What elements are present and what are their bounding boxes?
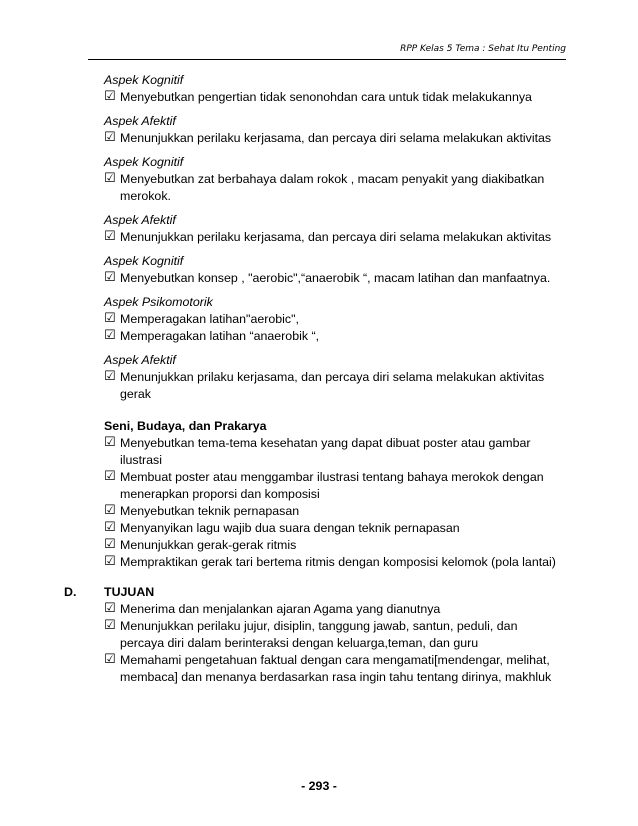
checklist-item	[104, 618, 564, 652]
checkbox-checked-icon: ☑	[104, 229, 116, 244]
checkbox-checked-icon: ☑	[104, 652, 116, 667]
item-text: Menerima dan menjalankan ajaran Agama yang dianutnya	[120, 602, 441, 616]
section-title-seni: Seni, Budaya, dan Prakarya	[104, 419, 267, 433]
checklist-item	[104, 520, 564, 537]
checklist-item	[104, 503, 564, 520]
item-text: Membuat poster atau menggambar ilustrasi tentang bahaya merokok dengan menerapkan proporsi dan komposisi	[120, 470, 544, 501]
checklist-item	[104, 469, 564, 503]
checkbox-checked-icon: ☑	[104, 130, 116, 145]
item-text: Menyebutkan konsep , "aerobic",“anaerobik “, macam latihan dan manfaatnya.	[120, 271, 551, 285]
checklist-item	[104, 130, 564, 147]
aspect-list	[104, 72, 564, 403]
seni-item-list	[104, 435, 564, 571]
checklist-item	[104, 554, 564, 571]
aspect-label: Aspek Afektif	[104, 353, 176, 367]
checkbox-checked-icon: ☑	[104, 469, 116, 484]
checklist-item	[104, 328, 564, 345]
checklist-item	[104, 369, 564, 403]
checklist-item	[104, 435, 564, 469]
item-text: Menunjukkan prilaku kerjasama, dan percaya diri selama melakukan aktivitas gerak	[120, 370, 545, 401]
checkbox-checked-icon: ☑	[104, 554, 116, 569]
checklist-item	[104, 311, 564, 328]
checklist-item	[104, 601, 564, 618]
aspect-label: Aspek Afektif	[104, 114, 176, 128]
header-rule	[88, 59, 566, 60]
item-text: Menyebutkan teknik pernapasan	[120, 504, 300, 518]
checklist-item	[104, 270, 564, 287]
checkbox-checked-icon: ☑	[104, 520, 116, 535]
aspect-label: Aspek Afektif	[104, 213, 176, 227]
checkbox-checked-icon: ☑	[104, 89, 116, 104]
aspect-label: Aspek Kognitif	[104, 73, 184, 87]
aspect-label: Aspek Kognitif	[104, 254, 184, 268]
checkbox-checked-icon: ☑	[104, 270, 116, 285]
page-content	[64, 72, 564, 686]
checklist-item	[104, 171, 564, 205]
aspect-label: Aspek Psikomotorik	[104, 295, 213, 309]
tujuan-item-list	[104, 601, 564, 686]
item-text: Memperagakan latihan"aerobic",	[120, 312, 299, 326]
checklist-item	[104, 89, 564, 106]
checkbox-checked-icon: ☑	[104, 435, 116, 450]
item-text: Mempraktikan gerak tari bertema ritmis dengan komposisi kelomok (pola lantai)	[120, 555, 556, 569]
item-text: Menyebutkan pengertian tidak senonohdan cara untuk tidak melakukannya	[120, 90, 532, 104]
item-text: Menunjukkan perilaku kerjasama, dan percaya diri selama melakukan aktivitas	[120, 230, 552, 244]
checkbox-checked-icon: ☑	[104, 328, 116, 343]
section-tujuan	[64, 584, 564, 601]
item-text: Menunjukkan perilaku kerjasama, dan percaya diri selama melakukan aktivitas	[120, 131, 552, 145]
checklist-item	[104, 652, 564, 686]
page-header: RPP Kelas 5 Tema : Sehat Itu Penting	[400, 44, 566, 54]
item-text: Memperagakan latihan “anaerobik “,	[120, 329, 320, 343]
aspect-label: Aspek Kognitif	[104, 155, 184, 169]
checkbox-checked-icon: ☑	[104, 311, 116, 326]
checkbox-checked-icon: ☑	[104, 537, 116, 552]
checkbox-checked-icon: ☑	[104, 618, 116, 633]
section-title-tujuan: TUJUAN	[104, 585, 155, 599]
checkbox-checked-icon: ☑	[104, 601, 116, 616]
item-text: Menyanyikan lagu wajib dua suara dengan teknik pernapasan	[120, 521, 460, 535]
section-letter: D.	[64, 585, 77, 599]
item-text: Menyebutkan zat berbahaya dalam rokok , macam penyakit yang diakibatkan merokok.	[120, 172, 545, 203]
page-number: - 293 -	[301, 779, 337, 793]
item-text: Menunjukkan gerak-gerak ritmis	[120, 538, 297, 552]
item-text: Menyebutkan tema-tema kesehatan yang dapat dibuat poster atau gambar ilustrasi	[120, 436, 531, 467]
checkbox-checked-icon: ☑	[104, 503, 116, 518]
checklist-item	[104, 229, 564, 246]
checkbox-checked-icon: ☑	[104, 171, 116, 186]
item-text: Memahami pengetahuan faktual dengan cara mengamati[mendengar, melihat, membaca] dan menanya berdasarkan rasa ingin tahu tentang dirinya, makhluk	[120, 653, 552, 684]
checklist-item	[104, 537, 564, 554]
item-text: Menunjukkan perilaku jujur, disiplin, tanggung jawab, santun, peduli, dan percaya diri dalam berinteraksi dengan keluarga,teman, dan guru	[120, 619, 518, 650]
checkbox-checked-icon: ☑	[104, 369, 116, 384]
